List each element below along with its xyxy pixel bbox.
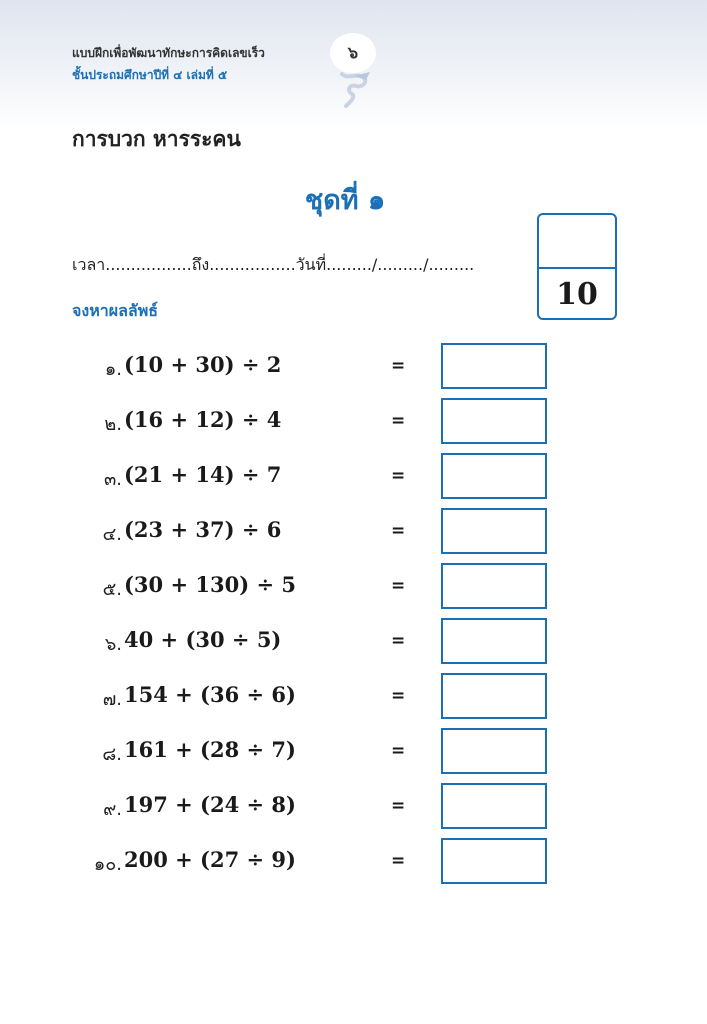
equals-sign: = [391, 686, 406, 706]
problem-expression: 154 + (36 ÷ 6) [124, 682, 296, 707]
equals-sign: = [391, 796, 406, 816]
problem-expression: (23 + 37) ÷ 6 [124, 517, 282, 542]
answer-box[interactable] [441, 453, 547, 499]
problem-row [0, 782, 707, 837]
problem-row [0, 727, 707, 782]
problem-number: ๕. [102, 579, 122, 600]
answer-box[interactable] [441, 728, 547, 774]
instruction: จงหาผลลัพธ์ [72, 301, 159, 320]
answer-box[interactable] [441, 508, 547, 554]
problem-expression: (16 + 12) ÷ 4 [124, 407, 282, 432]
problem-expression: 161 + (28 ÷ 7) [124, 737, 296, 762]
problem-expression: 40 + (30 ÷ 5) [124, 627, 282, 652]
problem-number: ๔. [102, 524, 122, 545]
problem-number: ๒. [104, 414, 122, 435]
problem-expression: (21 + 14) ÷ 7 [124, 462, 282, 487]
topic-title: การบวก หารระคน [72, 127, 241, 151]
equals-sign: = [391, 851, 406, 871]
answer-box[interactable] [441, 398, 547, 444]
book-title: แบบฝึกเพื่อพัฒนาทักษะการคิดเลขเร็ว [72, 46, 265, 60]
problem-row [0, 837, 707, 892]
answer-box[interactable] [441, 783, 547, 829]
problem-row [0, 562, 707, 617]
problem-expression: (30 + 130) ÷ 5 [124, 572, 296, 597]
problem-expression: 200 + (27 ÷ 9) [124, 847, 296, 872]
equals-sign: = [391, 356, 406, 376]
equals-sign: = [391, 411, 406, 431]
problem-number: ๑. [104, 359, 122, 380]
answer-box[interactable] [441, 618, 547, 664]
answer-box[interactable] [441, 343, 547, 389]
problem-row [0, 617, 707, 672]
equals-sign: = [391, 521, 406, 541]
answer-box[interactable] [441, 838, 547, 884]
problem-number: ๘. [102, 744, 122, 765]
problem-row [0, 672, 707, 727]
equals-sign: = [391, 466, 406, 486]
problem-row [0, 342, 707, 397]
answer-box[interactable] [441, 563, 547, 609]
answer-box[interactable] [441, 673, 547, 719]
problem-number: ๙. [103, 799, 122, 820]
problem-number: ๖. [104, 634, 122, 655]
equals-sign: = [391, 576, 406, 596]
time-date-line: เวลา.................ถึง.................วันที่........./........./......... [72, 255, 475, 274]
problem-expression: (10 + 30) ÷ 2 [124, 352, 282, 377]
problem-number: ๗. [102, 689, 122, 710]
score-box [537, 213, 617, 320]
book-subtitle: ชั้นประถมศึกษาปีที่ ๔ เล่มที่ ๕ [72, 68, 228, 82]
score-obtained-field[interactable] [539, 215, 615, 269]
problem-number: ๓. [103, 469, 122, 490]
problem-expression: 197 + (24 ÷ 8) [124, 792, 296, 817]
problem-row [0, 452, 707, 507]
set-title: ชุดที่ ๑ [304, 185, 386, 216]
score-total: 10 [556, 277, 598, 312]
problem-list [0, 342, 707, 892]
equals-sign: = [391, 631, 406, 651]
ribbon-decoration-icon [334, 70, 374, 110]
problem-number: ๑๐. [93, 854, 122, 875]
equals-sign: = [391, 741, 406, 761]
problem-row [0, 507, 707, 562]
page-number: ๖ [330, 33, 376, 73]
problem-row [0, 397, 707, 452]
